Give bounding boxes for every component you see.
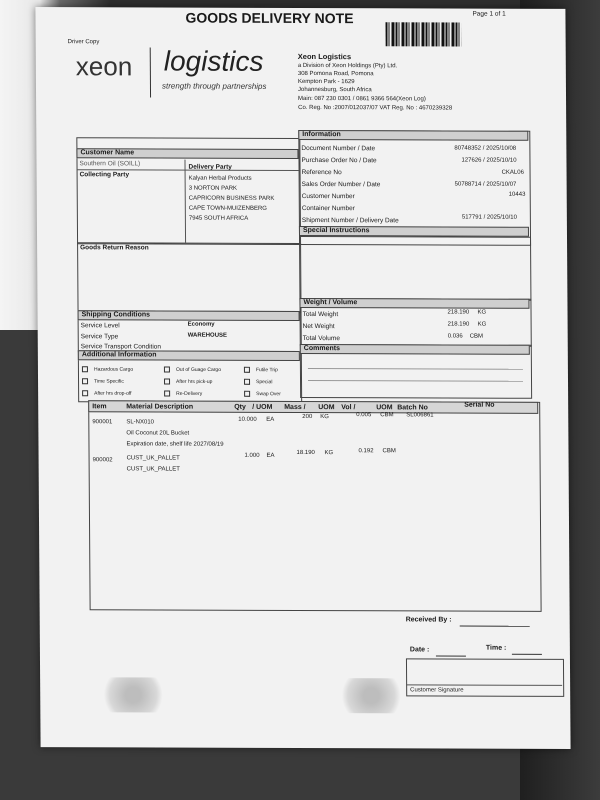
collecting-party-header: Collecting Party [79,171,130,179]
shipping-value: Economy [187,321,215,328]
company-line: 308 Pomona Road, Pomona [297,70,374,78]
checkbox-item[interactable]: Time Specific [82,378,124,384]
info-label: Document Number / Date [301,144,376,153]
stamp-mark [336,678,406,713]
info-value: CKAL06 [501,169,524,176]
goods-return-box [77,242,301,313]
delivery-line: CAPE TOWN-MUIZENBERG [188,205,267,212]
logo-xeon: xeon [75,51,133,82]
info-label: Reference No [301,168,342,177]
time-field[interactable] [512,654,542,655]
special-instructions-header: Special Instructions [299,226,529,237]
col-header-uom: UOM [318,404,335,412]
delivery-line: 3 NORTON PARK [188,185,238,192]
col-header-uom: / UOM [252,403,273,411]
goods-return-header: Goods Return Reason [80,244,149,252]
weight-value: 0.036 [447,333,463,340]
item-mass-uom: KG [320,414,329,421]
weight-label: Net Weight [302,322,335,331]
customer-name: Southern Oil (SOILL) [79,160,141,168]
item-mass-uom: KG [324,450,334,457]
item-desc: Expiration date, shelf life 2027/08/19 [126,441,224,448]
weight-label: Total Weight [302,310,339,319]
item-mass: 200 [302,413,313,421]
col-header-uom: UOM [376,404,393,412]
item-number: 900001 [92,419,113,426]
item-mass: 18.190 [296,449,315,457]
col-header-vol: Vol / [341,404,356,412]
checkbox-item[interactable]: After hrs pick-up [164,379,212,385]
special-instructions-box [299,236,531,301]
info-value: 10443 [508,191,526,198]
delivery-line: Kalyan Herbal Products [188,175,252,182]
checkbox-item[interactable]: After hrs drop-off [82,390,131,397]
copy-label: Driver Copy [67,39,100,46]
item-qty: 10.000 [238,416,257,423]
company-name: Xeon Logistics [297,51,352,62]
col-header-mass: Mass / [284,403,306,412]
shipping-value: WAREHOUSE [187,332,228,339]
item-uom: EA [266,452,275,459]
checkbox-item[interactable]: Special [244,379,272,385]
weight-value: 218.190 [447,309,470,316]
delivery-line: CAPRICORN BUSINESS PARK [188,195,275,202]
weight-unit: KG [477,309,487,316]
item-batch: SL006861 [406,412,434,419]
logo-tagline: strength through partnerships [161,81,267,91]
document-title: GOODS DELIVERY NOTE [185,9,354,27]
info-value: 127626 / 2025/10/10 [461,157,517,164]
stamp-mark [98,677,168,712]
info-label: Shipment Number / Delivery Date [301,216,399,225]
received-by-field[interactable] [460,626,530,627]
shipping-label: Service Type [80,333,119,341]
info-label: Sales Order Number / Date [301,180,381,189]
info-label: Container Number [301,204,355,213]
item-desc: Oil Coconut 20L Bucket [126,430,190,437]
time-label: Time : [485,644,507,652]
checkbox-item[interactable]: Re-Delivery [164,391,202,397]
delivery-note-paper [35,7,570,749]
item-vol: 0.192 [358,448,374,455]
item-desc: CUST_UK_PALLET [126,466,180,473]
company-line: Johannesburg, South Africa [297,86,372,94]
weight-unit: CBM [469,333,484,340]
company-line: a Division of Xeon Holdings (Pty) Ltd. [297,62,398,70]
checkbox-item[interactable]: Hazardous Cargo [82,366,133,373]
barcode [386,22,462,46]
date-label: Date : [409,646,430,654]
delivery-line: 7945 SOUTH AFRICA [188,215,249,222]
weight-unit: KG [477,321,487,328]
item-vol-uom: CBM [380,412,394,419]
additional-header: Additional Information [78,350,300,361]
checkbox-item[interactable]: Swap Over [244,391,281,397]
col-header-desc: Material Description [126,403,194,411]
info-value: 80748352 / 2025/10/08 [454,145,517,152]
item-number: 900002 [92,457,113,464]
checkbox-item[interactable]: Futile Trip [244,367,278,373]
comments-header: Comments [300,344,530,355]
company-line: Kempton Park - 1629 [297,78,355,86]
customer-name-header: Customer Name [76,148,298,159]
received-by-label: Received By : [405,616,452,624]
logo-logistics: logistics [163,45,264,77]
logo-divider [150,47,151,97]
company-line: Co. Reg. No :2007/012037/07 VAT Reg. No : 4670239328 [298,104,453,112]
item-desc: SL-NX010 [126,419,155,426]
date-field[interactable] [436,655,466,656]
shipping-header: Shipping Conditions [78,310,300,321]
item-vol: 0.005 [356,412,372,419]
item-vol-uom: CBM [382,448,396,455]
item-uom: EA [266,416,275,423]
item-desc: CUST_UK_PALLET [126,455,180,462]
col-header-serial: Serial No [464,401,495,409]
page-number: Page 1 of 1 [472,10,506,18]
col-header-item: Item [92,403,107,411]
information-header: Information [298,130,528,141]
signature-label: Customer Signature [410,687,464,694]
col-header-batch: Batch No [397,404,428,412]
company-line: Main: 087 230 0301 / 0861 9366 564(Xeon Log) [298,95,426,103]
checkbox-item[interactable]: Out of Guage Cargo [164,367,221,374]
weight-label: Total Volume [302,334,340,343]
col-header-qty: Qty [234,403,246,411]
weight-header: Weight / Volume [299,298,529,309]
info-label: Purchase Order No / Date [301,156,377,165]
item-qty: 1.000 [244,452,260,459]
weight-value: 218.190 [447,321,470,328]
delivery-party-header: Delivery Party [188,163,232,171]
shipping-label: Service Transport Condition [80,343,162,351]
info-label: Customer Number [301,192,355,201]
info-value: 50788714 / 2025/10/07 [454,181,517,188]
shipping-label: Service Level [80,322,120,330]
info-value: 517791 / 2025/10/10 [461,214,517,221]
